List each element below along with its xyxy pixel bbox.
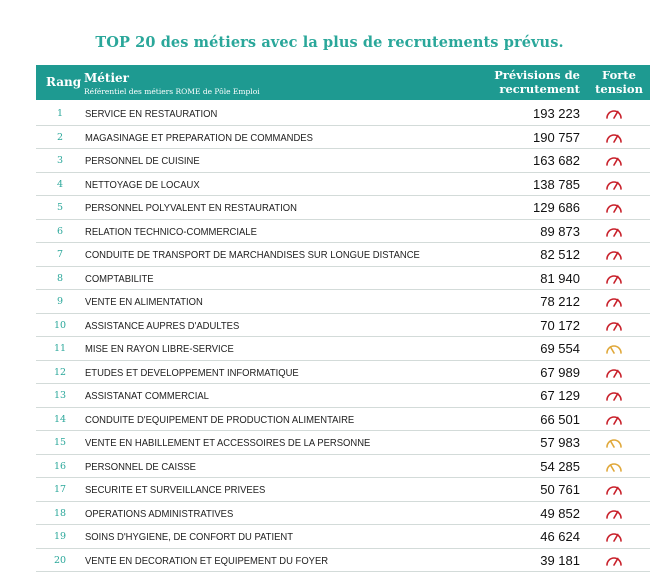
row-prevision: 163 682 (533, 153, 580, 168)
gauge-high-icon (605, 365, 623, 379)
gauge-high-icon (605, 224, 623, 238)
gauge-medium-icon (605, 459, 623, 473)
row-metier: OPERATIONS ADMINISTRATIVES (85, 508, 233, 520)
gauge-high-icon (605, 177, 623, 191)
row-prevision: 129 686 (533, 200, 580, 215)
table-row (36, 126, 650, 150)
header-previsions-line1: Prévisions de (490, 68, 580, 82)
gauge-high-icon (605, 247, 623, 261)
header-referentiel: Référentiel des métiers ROME de Pôle Emploi (84, 87, 260, 96)
row-metier: SERVICE EN RESTAURATION (85, 108, 217, 120)
row-rang: 20 (50, 555, 70, 566)
row-prevision: 89 873 (540, 224, 580, 239)
row-prevision: 138 785 (533, 177, 580, 192)
table-row (36, 173, 650, 197)
row-prevision: 78 212 (540, 294, 580, 309)
row-metier: ASSISTANAT COMMERCIAL (85, 390, 209, 402)
row-metier: CONDUITE DE TRANSPORT DE MARCHANDISES SUR LONGUE DISTANCE (85, 249, 420, 261)
row-metier: SOINS D'HYGIENE, DE CONFORT DU PATIENT (85, 531, 293, 543)
row-prevision: 190 757 (533, 130, 580, 145)
gauge-high-icon (605, 200, 623, 214)
row-rang: 9 (50, 296, 70, 307)
row-rang: 19 (50, 531, 70, 542)
row-prevision: 67 989 (540, 365, 580, 380)
gauge-medium-icon (605, 435, 623, 449)
row-metier: CONDUITE D'EQUIPEMENT DE PRODUCTION ALIMENTAIRE (85, 414, 354, 426)
row-metier: VENTE EN DECORATION ET EQUIPEMENT DU FOYER (85, 555, 328, 567)
header-tension-line1: Forte (590, 68, 648, 82)
row-metier: MISE EN RAYON LIBRE-SERVICE (85, 343, 234, 355)
table-row (36, 502, 650, 526)
header-tension-line2: tension (590, 82, 648, 96)
table-row (36, 243, 650, 267)
row-rang: 12 (50, 367, 70, 378)
row-metier: PERSONNEL DE CUISINE (85, 155, 200, 167)
row-prevision: 67 129 (540, 388, 580, 403)
row-prevision: 57 983 (540, 435, 580, 450)
row-rang: 14 (50, 414, 70, 425)
row-rang: 11 (50, 343, 70, 354)
gauge-high-icon (605, 318, 623, 332)
table-row (36, 384, 650, 408)
row-metier: NETTOYAGE DE LOCAUX (85, 179, 200, 191)
row-prevision: 50 761 (540, 482, 580, 497)
row-rang: 13 (50, 390, 70, 401)
table-row (36, 408, 650, 432)
header-previsions (490, 68, 580, 96)
table-row (36, 220, 650, 244)
gauge-high-icon (605, 106, 623, 120)
row-rang: 6 (50, 226, 70, 237)
table-header (36, 65, 650, 100)
gauge-high-icon (605, 553, 623, 567)
page-title: TOP 20 des métiers avec la plus de recrutements prévus. (0, 34, 659, 51)
header-rang: Rang (46, 75, 81, 89)
table-row (36, 196, 650, 220)
row-metier: VENTE EN ALIMENTATION (85, 296, 203, 308)
row-rang: 1 (50, 108, 70, 119)
row-prevision: 193 223 (533, 106, 580, 121)
table-row (36, 290, 650, 314)
table-row (36, 267, 650, 291)
row-prevision: 46 624 (540, 529, 580, 544)
row-rang: 4 (50, 179, 70, 190)
row-rang: 10 (50, 320, 70, 331)
row-metier: ETUDES ET DEVELOPPEMENT INFORMATIQUE (85, 367, 299, 379)
row-rang: 17 (50, 484, 70, 495)
table-row (36, 361, 650, 385)
row-prevision: 81 940 (540, 271, 580, 286)
table-row (36, 149, 650, 173)
row-metier: COMPTABILITE (85, 273, 154, 285)
gauge-high-icon (605, 294, 623, 308)
table-row (36, 314, 650, 338)
gauge-high-icon (605, 412, 623, 426)
header-previsions-line2: recrutement (490, 82, 580, 96)
header-metier: Métier (84, 71, 129, 85)
table-row (36, 525, 650, 549)
row-rang: 16 (50, 461, 70, 472)
row-metier: MAGASINAGE ET PREPARATION DE COMMANDES (85, 132, 313, 144)
row-rang: 15 (50, 437, 70, 448)
row-prevision: 49 852 (540, 506, 580, 521)
table-row (36, 431, 650, 455)
row-metier: SECURITE ET SURVEILLANCE PRIVEES (85, 484, 265, 496)
gauge-high-icon (605, 153, 623, 167)
row-metier: PERSONNEL POLYVALENT EN RESTAURATION (85, 202, 297, 214)
row-prevision: 54 285 (540, 459, 580, 474)
row-rang: 2 (50, 132, 70, 143)
row-prevision: 82 512 (540, 247, 580, 262)
row-metier: VENTE EN HABILLEMENT ET ACCESSOIRES DE LA PERSONNE (85, 437, 370, 449)
table-row (36, 478, 650, 502)
gauge-high-icon (605, 271, 623, 285)
row-rang: 7 (50, 249, 70, 260)
table-row (36, 337, 650, 361)
gauge-high-icon (605, 130, 623, 144)
gauge-high-icon (605, 506, 623, 520)
row-rang: 8 (50, 273, 70, 284)
header-forte-tension (590, 68, 648, 96)
gauge-high-icon (605, 482, 623, 496)
gauge-high-icon (605, 529, 623, 543)
row-prevision: 66 501 (540, 412, 580, 427)
table-row (36, 455, 650, 479)
gauge-medium-icon (605, 341, 623, 355)
row-rang: 18 (50, 508, 70, 519)
row-rang: 3 (50, 155, 70, 166)
row-metier: RELATION TECHNICO-COMMERCIALE (85, 226, 257, 238)
table-body (36, 102, 650, 572)
row-prevision: 70 172 (540, 318, 580, 333)
row-prevision: 39 181 (540, 553, 580, 568)
row-metier: ASSISTANCE AUPRES D'ADULTES (85, 320, 239, 332)
table-row (36, 549, 650, 572)
table-row (36, 102, 650, 126)
gauge-high-icon (605, 388, 623, 402)
row-metier: PERSONNEL DE CAISSE (85, 461, 196, 473)
row-rang: 5 (50, 202, 70, 213)
row-prevision: 69 554 (540, 341, 580, 356)
